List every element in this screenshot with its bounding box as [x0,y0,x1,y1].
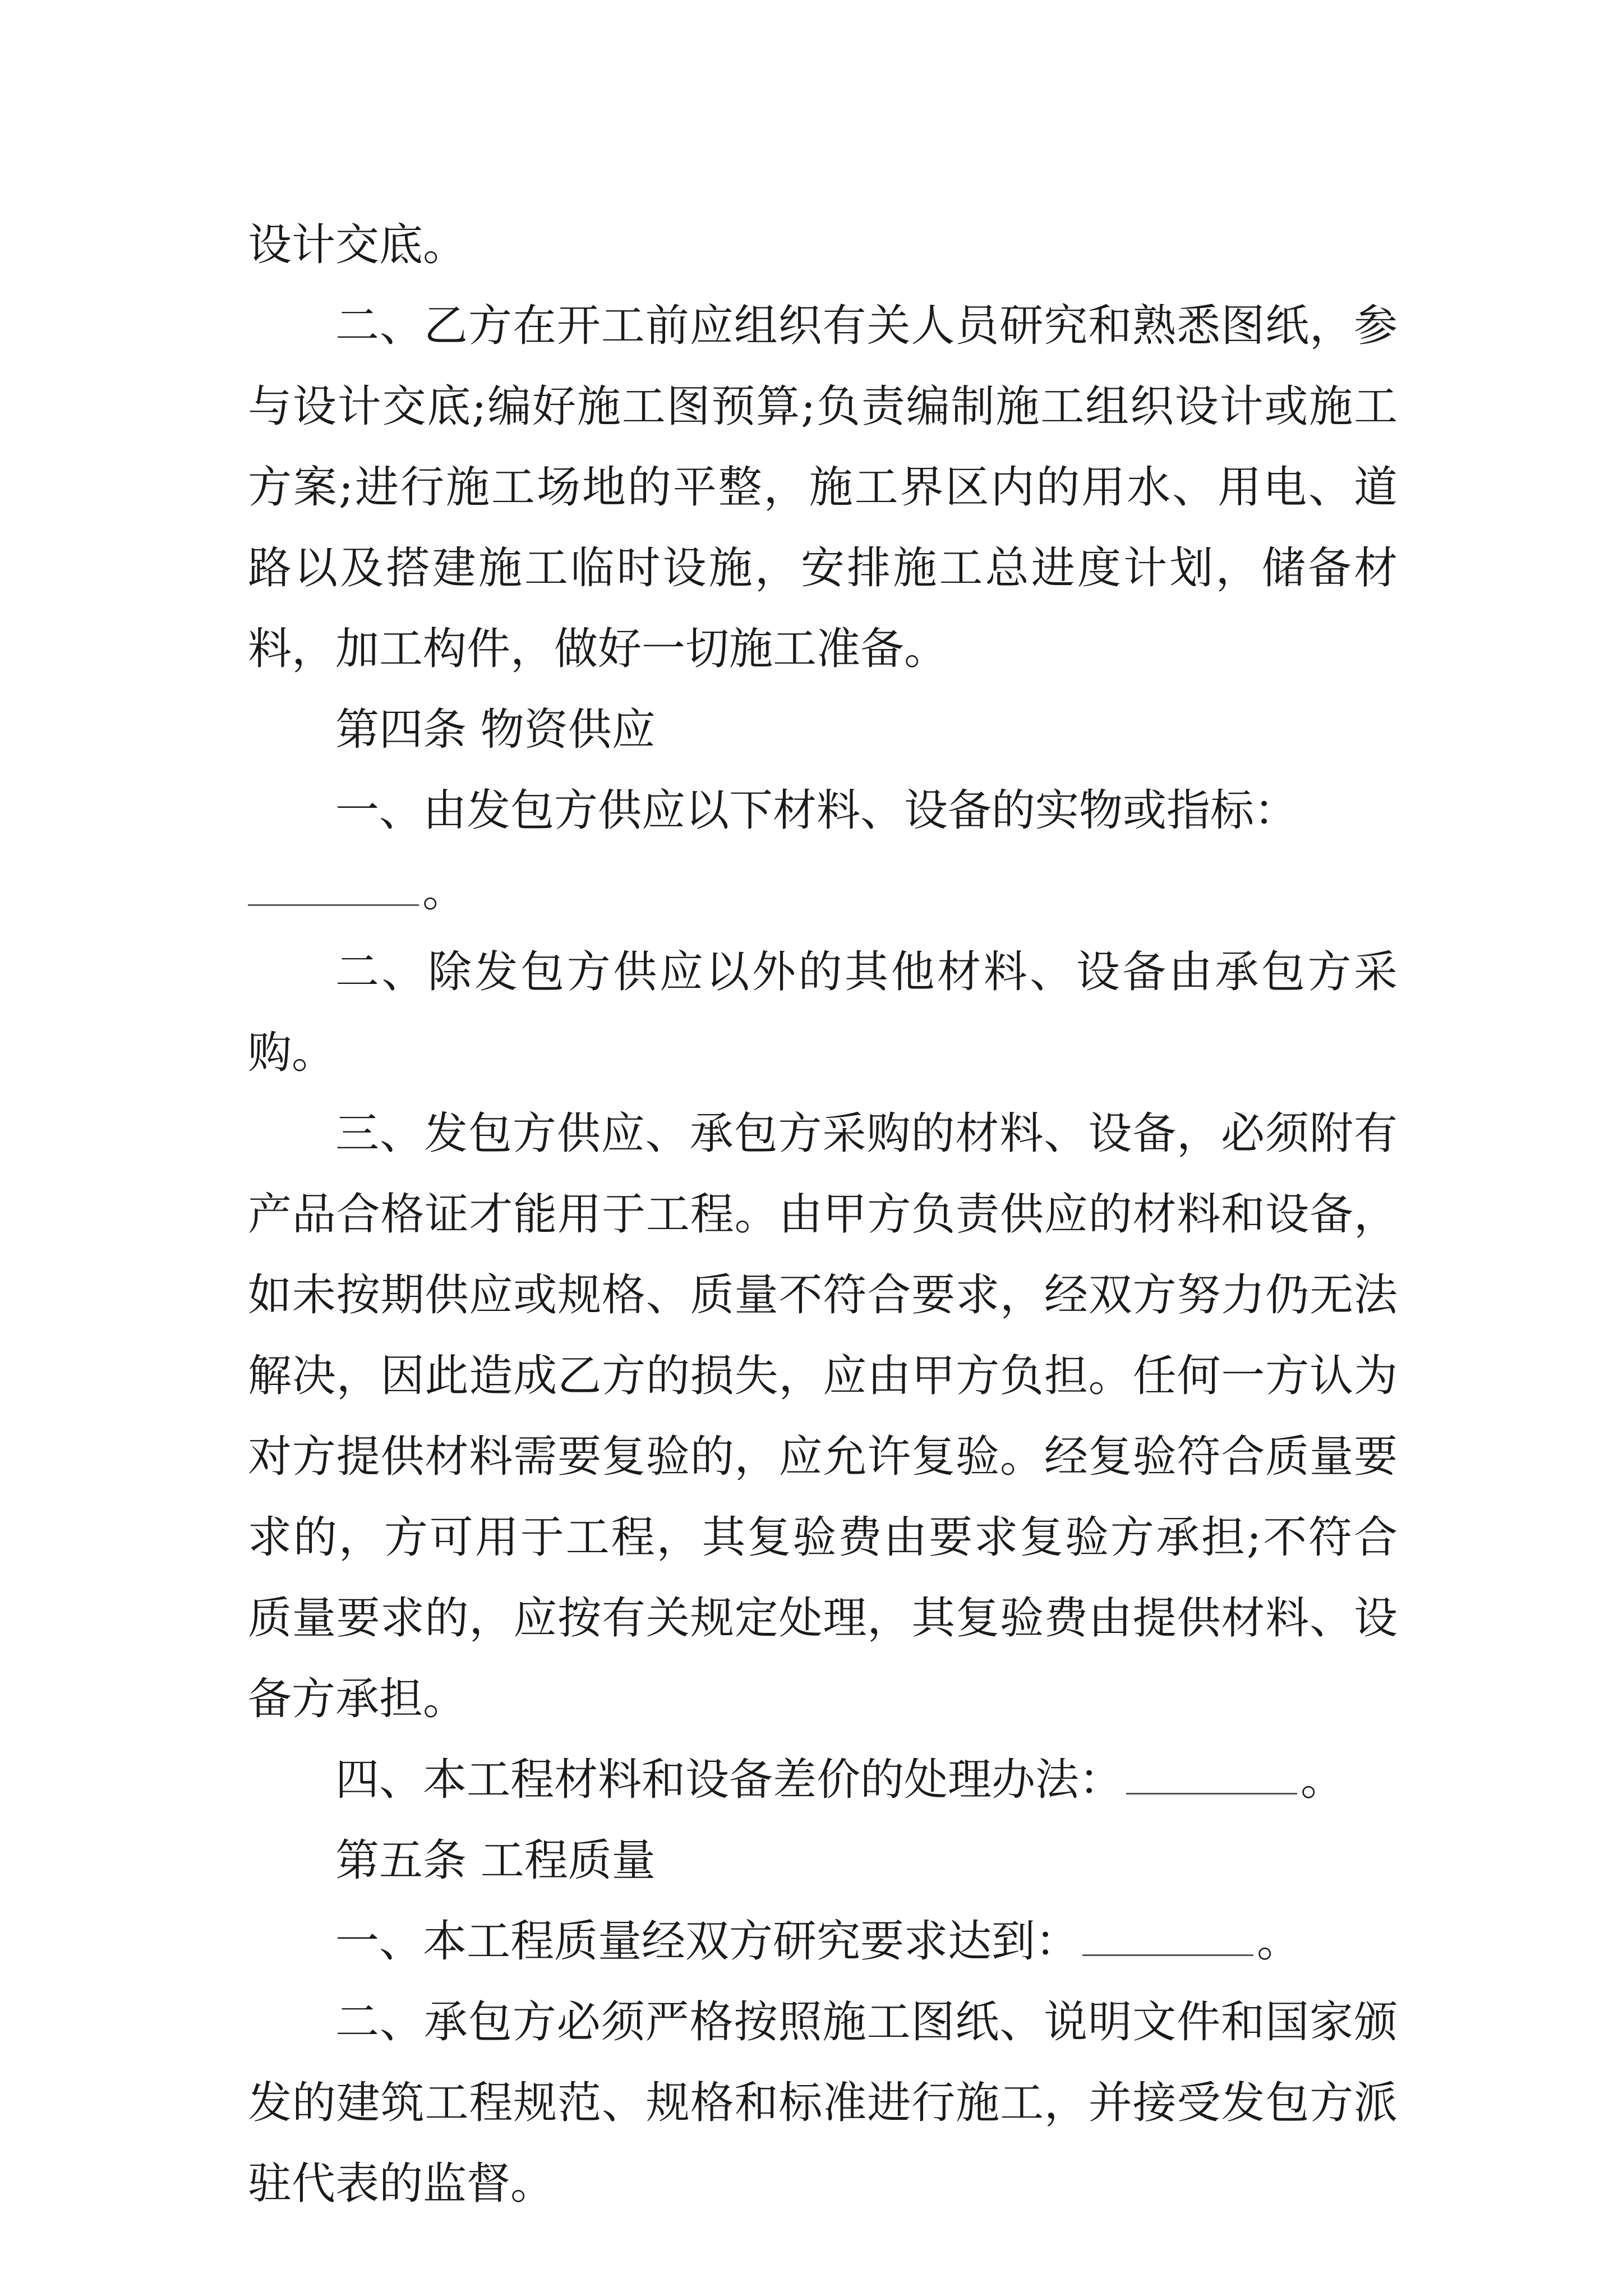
paragraph-suffix: 。 [1257,1916,1301,1967]
paragraph-construction-standards [248,1982,1398,2224]
heading-text: 第五条 工程质量 [335,1835,656,1886]
fill-in-blank [248,904,419,906]
article-4-heading [248,689,1398,770]
paragraph-employer-supplied-materials [248,770,1398,932]
fill-in-blank [1082,1954,1253,1956]
paragraph-text: 三、发包方供应、承包方采购的材料、设备，必须附有产品合格证才能用于工程。由甲方负责供应的材料和设备，如未按期供应或规格、质量不符合要求，经双方努力仍无法解决，因此造成乙方的损失，应由甲方负担。任何一方认为对方提供材料需要复验的，应允许复验。经复验符合质量要求的，方可用于工程，其复验费由要求复验方承担;不符合质量要求的，应按有关规定处理，其复验费由提供材料、设备方承担。 [248,1108,1398,1724]
fill-in-blank [1126,1792,1297,1795]
paragraph-text: 二、承包方必须严格按照施工图纸、说明文件和国家颁发的建筑工程规范、规格和标准进行施工，并接受发包方派驻代表的监督。 [248,1997,1398,2209]
paragraph-suffix: 。 [1301,1755,1345,1805]
paragraph-material-certification [248,1093,1398,1740]
paragraph-suffix: 。 [422,866,467,917]
heading-text: 第四条 物资供应 [335,705,656,755]
paragraph-text: 二、乙方在开工前应组织有关人员研究和熟悉图纸，参与设计交底;编好施工图预算;负责编制施工组织设计或施工方案;进行施工场地的平整，施工界区内的用水、用电、道路以及搭建施工临时设施，安排施工总进度计划，储备材料，加工构件，做好一切施工准备。 [248,301,1398,674]
document-body [248,205,1398,2224]
paragraph-price-difference [248,1740,1398,1820]
paragraph-text: 一、由发包方供应以下材料、设备的实物或指标： [335,785,1298,836]
paragraph-design-handover-end [248,205,1398,286]
paragraph-quality-standard [248,1901,1398,1982]
paragraph-party-b-preparation [248,286,1398,689]
article-5-heading [248,1820,1398,1901]
paragraph-text: 设计交底。 [248,220,467,270]
paragraph-contractor-procurement [248,932,1398,1093]
paragraph-text: 四、本工程材料和设备差价的处理办法： [335,1755,1123,1805]
paragraph-text: 二、除发包方供应以外的其他材料、设备由承包方采购。 [248,947,1398,1078]
paragraph-text: 一、本工程质量经双方研究要求达到： [335,1916,1080,1967]
